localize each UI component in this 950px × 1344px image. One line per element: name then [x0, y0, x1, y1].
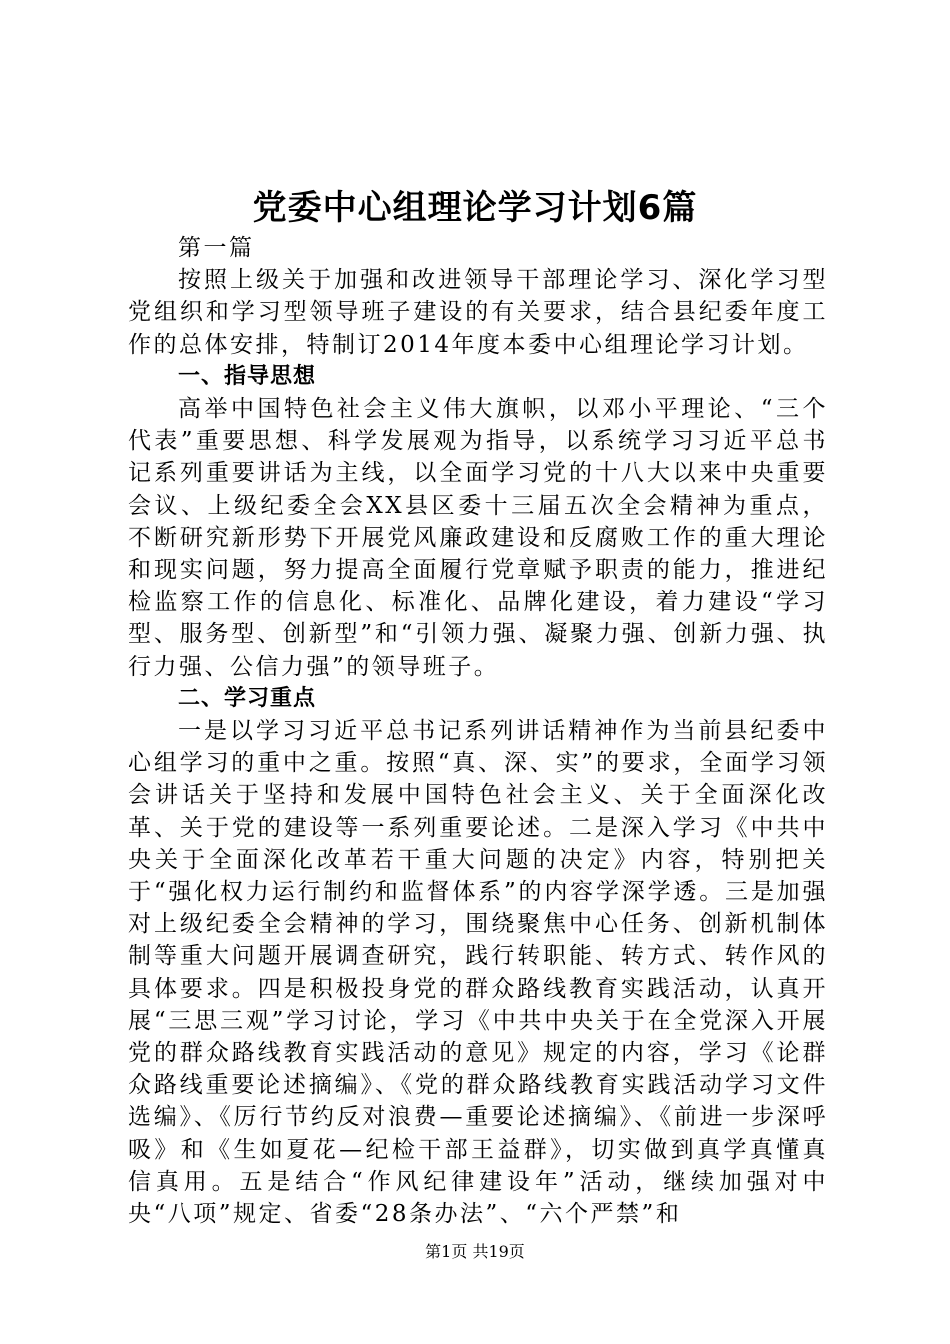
study-focus-paragraph: 一是以学习习近平总书记系列讲话精神作为当前县纪委中心组学习的重中之重。按照“真、深、实”的要求，全面学习领会讲话关于坚持和发展中国特色社会主义、关于全面深化改革、关于党的建设等一系列重要论述。二是深入学习《中共中央关于全面深化改革若干重大问题的决定》内容，特别把关于“强化权力运行制约和监督体系”的内容学深学透。三是加强对上级纪委全会精神的学习，围绕聚焦中心任务、创新机制体制等重大问题开展调查研究，践行转职能、转方式、转作风的具体要求。四是积极投身党的群众路线教育实践活动，认真开展“三思三观”学习讨论，学习《中共中央关于在全党深入开展党的群众路线教育实践活动的意见》规定的内容，学习《论群众路线重要论述摘编》、《党的群众路线教育实践活动学习文件选编》、《厉行节约反对浪费—重要论述摘编》、《前进一步深呼吸》和《生如夏花—纪检干部王益群》，切实做到真学真懂真信真用。五是结合“作风纪律建设年”活动，继续加强对中央“八项”规定、省委“28条办法”、“六个严禁”和	[128, 718, 828, 1228]
document-title: 党委中心组理论学习计划6篇	[252, 188, 698, 228]
guiding-ideology-paragraph: 高举中国特色社会主义伟大旗帜，以邓小平理论、“三个代表”重要思想、科学发展观为指导，以系统学习习近平总书记系列重要讲话为主线，以全面学习党的十八大以来中央重要会议、上级纪委全会XX县区委十三届五次全会精神为重点，不断研究新形势下开展党风廉政建设和反腐败工作的重大理论和现实问题，努力提高全面履行党章赋予职责的能力，推进纪检监察工作的信息化、标准化、品牌化建设，着力建设“学习型、服务型、创新型”和“引领力强、凝聚力强、创新力强、执行力强、公信力强”的领导班子。	[128, 396, 828, 680]
section-label: 第一篇	[178, 235, 255, 261]
section-heading-study-focus: 二、学习重点	[178, 685, 317, 711]
page-footer	[0, 1242, 950, 1262]
intro-paragraph: 按照上级关于加强和改进领导干部理论学习、深化学习型党组织和学习型领导班子建设的有关要求，结合县纪委年度工作的总体安排，特制订2014年度本委中心组理论学习计划。	[128, 267, 828, 358]
page-indicator: 第1页 共19页	[425, 1242, 525, 1261]
section-heading-guiding-ideology: 一、指导思想	[178, 363, 317, 389]
document-body	[128, 232, 828, 1230]
